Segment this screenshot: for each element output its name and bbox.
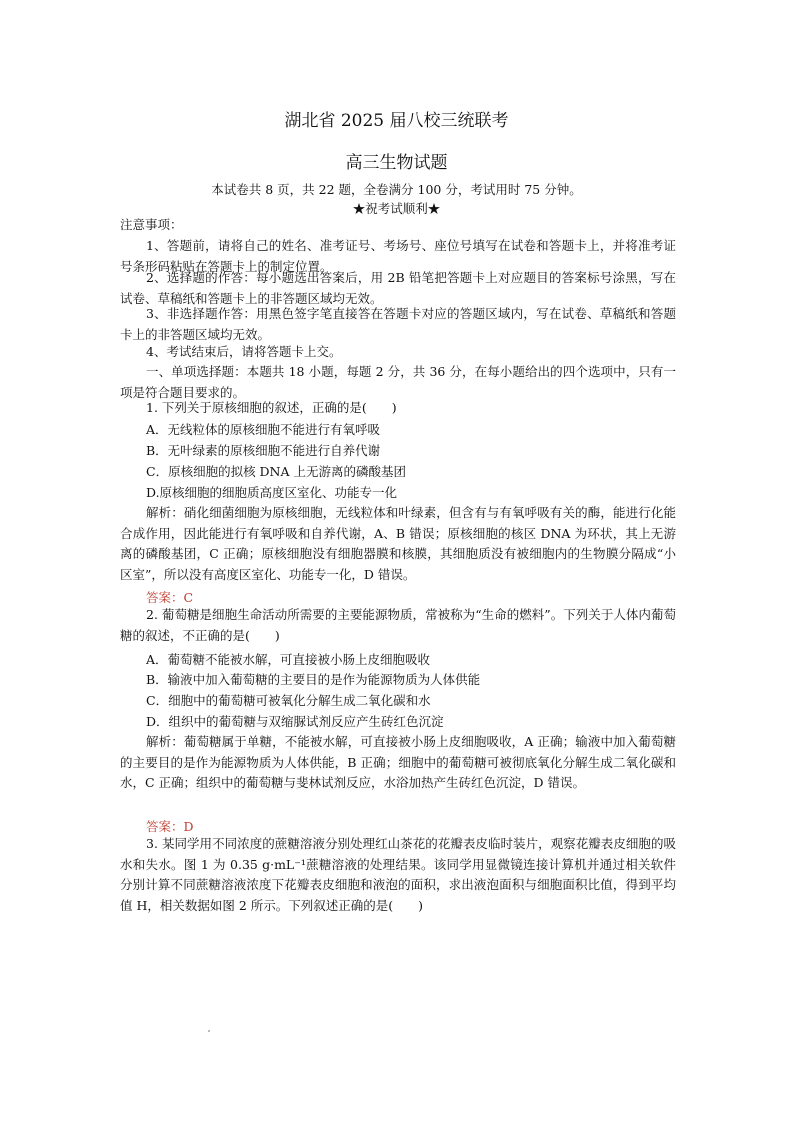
q1-answer: 答案：C xyxy=(146,590,194,605)
exam-info: 本试卷共 8 页，共 22 题，全卷满分 100 分，考试用时 75 分钟。 xyxy=(211,182,582,197)
notice-item-1: 1、答题前，请将自己的姓名、准考证号、考场号、座位号填写在试卷和答题卡上，并将准考证号条形码粘贴在答题卡上的制定位置。 xyxy=(120,238,676,274)
exam-title: 湖北省 2025 届八校三统联考 xyxy=(284,111,509,131)
q1-option-a: A．无线粒体的原核细胞不能进行有氧呼吸 xyxy=(146,422,381,437)
section1-intro: 一、单项选择题：本题共 18 小题，每题 2 分，共 36 分，在每小题给出的四个选项中，只有一项是符合题目要求的。 xyxy=(120,364,676,400)
exam-subtitle: 高三生物试题 xyxy=(345,153,448,173)
q2-option-d: D．组织中的葡萄糖与双缩脲试剂反应产生砖红色沉淀 xyxy=(146,714,444,729)
q3-stem: 3. 某同学用不同浓度的蔗糖溶液分别处理红山茶花的花瓣表皮临时装片，观察花瓣表皮细胞的吸水和失水。图 1 为 0.35 g·mL⁻¹蔗糖溶液的处理结果。该同学用显微镜连接计算机并通过相关软件分别计算不同蔗糖溶液浓度下花瓣表皮细胞和液泡的面积，求出液泡面积与细胞面积比值，得到平均值 H，相关数据如图 2 所示。下列叙述正确的是( ) xyxy=(120,836,676,913)
q1-option-d: D.原核细胞的细胞质高度区室化、功能专一化 xyxy=(146,485,398,500)
exam-wish: ★祝考试顺利★ xyxy=(352,201,441,216)
notice-item-3: 3、非选择题作答：用黑色签字笔直接答在答题卡对应的答题区域内，写在试卷、草稿纸和答题卡上的非答题区域均无效。 xyxy=(120,306,676,342)
notice-item-2: 2、选择题的作答：每小题选出答案后，用 2B 铅笔把答题卡上对应题目的答案标号涂黑，写在试卷、草稿纸和答题卡上的非答题区域均无效。 xyxy=(120,270,676,306)
q2-answer: 答案：D xyxy=(146,819,194,834)
q1-stem: 1. 下列关于原核细胞的叙述，正确的是( ) xyxy=(146,400,397,415)
notice-heading: 注意事项： xyxy=(120,217,183,232)
q2-option-c: C．细胞中的葡萄糖可被氧化分解生成二氧化碳和水 xyxy=(146,693,431,708)
notice-item-4: 4、考试结束后，请将答题卡上交。 xyxy=(146,344,342,359)
q2-stem: 2. 葡萄糖是细胞生命活动所需要的主要能源物质，常被称为“生命的燃料”。下列关于人体内葡萄糖的叙述，不正确的是( ) xyxy=(120,607,676,643)
scan-speck xyxy=(208,1030,210,1032)
q1-analysis: 解析：硝化细菌细胞为原核细胞，无线粒体和叶绿素，但含有与有氧呼吸有关的酶，能进行化能合成作用，因此能进行有氧呼吸和自养代谢，A、B 错误；原核细胞的核区 DNA 为环状，其上无游离的磷酸基团，C 正确；原核细胞没有细胞器膜和核膜，其细胞质没有被细胞内的生物膜分隔成“小区室”，所以没有高度区室化、功能专一化，D 错误。 xyxy=(120,505,676,582)
q2-option-b: B．输液中加入葡萄糖的主要目的是作为能源物质为人体供能 xyxy=(146,672,481,687)
q2-option-a: A．葡萄糖不能被水解，可直接被小肠上皮细胞吸收 xyxy=(146,652,431,667)
q1-option-b: B．无叶绿素的原核细胞不能进行自养代谢 xyxy=(146,443,381,458)
q2-analysis: 解析：葡萄糖属于单糖，不能被水解，可直接被小肠上皮细胞吸收，A 正确；输液中加入葡萄糖的主要目的是作为能源物质为人体供能，B 正确；细胞中的葡萄糖可被彻底氧化分解生成二氧化碳和水，C 正确；组织中的葡萄糖与斐林试剂反应，水浴加热产生砖红色沉淀，D 错误。 xyxy=(120,734,676,790)
q1-option-c: C．原核细胞的拟核 DNA 上无游离的磷酸基团 xyxy=(146,464,406,479)
